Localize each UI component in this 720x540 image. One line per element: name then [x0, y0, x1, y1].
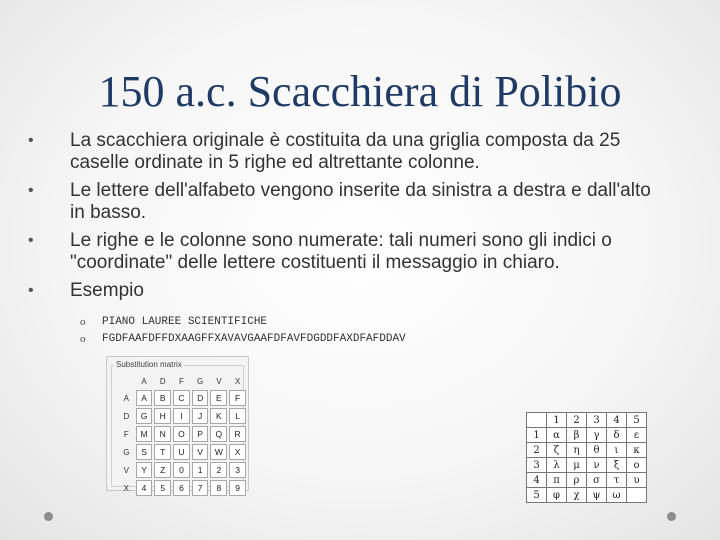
- matrix-cell[interactable]: H: [154, 408, 171, 424]
- matrix-header-row: [119, 374, 246, 388]
- greek-cell: ι: [607, 443, 627, 458]
- sub-text-plaintext: PIANO LAUREE SCIENTIFICHE: [102, 316, 268, 328]
- greek-corner: [527, 413, 547, 428]
- sub-item: [80, 314, 406, 331]
- matrix-cell[interactable]: S: [136, 444, 153, 460]
- greek-row: [527, 443, 647, 458]
- sub-marker: o: [80, 333, 86, 345]
- greek-cell: φ: [547, 488, 567, 503]
- matrix-row: [119, 390, 246, 406]
- matrix-cell[interactable]: L: [229, 408, 246, 424]
- matrix-cell[interactable]: B: [154, 390, 171, 406]
- matrix-cell[interactable]: 8: [210, 480, 227, 496]
- greek-row: [527, 458, 647, 473]
- bullet-marker: •: [28, 132, 34, 149]
- matrix-cell[interactable]: 7: [192, 480, 209, 496]
- matrix-col-header: D: [159, 376, 166, 386]
- matrix-col-header: F: [179, 376, 184, 386]
- slide-decor-dot-right: [667, 512, 676, 521]
- greek-cell: η: [567, 443, 587, 458]
- matrix-cell[interactable]: 6: [173, 480, 190, 496]
- greek-cell: χ: [567, 488, 587, 503]
- matrix-row: [119, 462, 246, 478]
- slide-decor-dot-left: [44, 512, 53, 521]
- greek-cell: α: [547, 428, 567, 443]
- matrix-cell[interactable]: K: [210, 408, 227, 424]
- greek-cell: π: [547, 473, 567, 488]
- matrix-col-header: A: [141, 376, 147, 386]
- sub-text-ciphertext: FGDFAAFDFFDXAAGFFXAVAVGAAFDFAVFDGDDFAXDFAFDDAV: [102, 333, 406, 345]
- greek-row-header: 1: [527, 428, 547, 443]
- bullet-text: Esempio: [70, 280, 144, 301]
- bullet-item: [28, 230, 668, 274]
- greek-polybius-table: [526, 412, 647, 503]
- matrix-row: [119, 408, 246, 424]
- matrix-cell[interactable]: U: [173, 444, 190, 460]
- matrix-cell[interactable]: F: [229, 390, 246, 406]
- greek-row: [527, 428, 647, 443]
- greek-cell: μ: [567, 458, 587, 473]
- matrix-cell[interactable]: 9: [229, 480, 246, 496]
- matrix-cell[interactable]: 1: [192, 462, 209, 478]
- greek-cell: ρ: [567, 473, 587, 488]
- greek-col-header: 1: [547, 413, 567, 428]
- greek-cell: σ: [587, 473, 607, 488]
- bullet-marker: •: [28, 182, 34, 199]
- matrix-cell[interactable]: Q: [210, 426, 227, 442]
- greek-cell: θ: [587, 443, 607, 458]
- matrix-cell[interactable]: A: [136, 390, 153, 406]
- matrix-col-header: X: [234, 376, 241, 386]
- matrix-row-header: X: [123, 483, 130, 493]
- matrix-cell[interactable]: R: [229, 426, 246, 442]
- matrix-cell[interactable]: E: [210, 390, 227, 406]
- matrix-row-header: D: [123, 411, 130, 421]
- greek-row: [527, 488, 647, 503]
- matrix-label: Substitution matrix: [116, 360, 182, 369]
- greek-cell: ω: [607, 488, 627, 503]
- bullet-list: [28, 130, 668, 308]
- matrix-col-header: G: [197, 376, 204, 386]
- matrix-row-header: G: [123, 447, 130, 457]
- matrix-cell[interactable]: 2: [210, 462, 227, 478]
- greek-cell: β: [567, 428, 587, 443]
- greek-cell: ν: [587, 458, 607, 473]
- matrix-cell[interactable]: O: [173, 426, 190, 442]
- matrix-cell[interactable]: M: [136, 426, 153, 442]
- greek-col-header: 2: [567, 413, 587, 428]
- greek-col-header: 3: [587, 413, 607, 428]
- greek-cell: λ: [547, 458, 567, 473]
- matrix-cell[interactable]: W: [210, 444, 227, 460]
- matrix-cell[interactable]: 4: [136, 480, 153, 496]
- greek-row: [527, 473, 647, 488]
- bullet-marker: •: [28, 232, 34, 249]
- matrix-cell[interactable]: D: [192, 390, 209, 406]
- greek-cell: ο: [627, 458, 647, 473]
- bullet-item: [28, 180, 668, 224]
- matrix-cell[interactable]: V: [192, 444, 209, 460]
- matrix-row-header: A: [123, 393, 130, 403]
- matrix-cell[interactable]: T: [154, 444, 171, 460]
- greek-cell: τ: [607, 473, 627, 488]
- greek-cell: ε: [627, 428, 647, 443]
- matrix-row: [119, 426, 246, 442]
- matrix-cell[interactable]: 0: [173, 462, 190, 478]
- slide-title: 150 a.c. Scacchiera di Polibio: [98, 67, 622, 116]
- greek-cell: ψ: [587, 488, 607, 503]
- greek-cell: ζ: [547, 443, 567, 458]
- sub-item: [80, 331, 406, 348]
- greek-row-header: 4: [527, 473, 547, 488]
- matrix-cell[interactable]: C: [173, 390, 190, 406]
- bullet-item: [28, 130, 668, 174]
- sub-marker: o: [80, 316, 86, 328]
- bullet-text: Le lettere dell'alfabeto vengono inserite da sinistra a destra e dall'alto in basso.: [70, 180, 651, 223]
- matrix-corner: [119, 374, 134, 388]
- matrix-cell[interactable]: Y: [136, 462, 153, 478]
- matrix-cell[interactable]: P: [192, 426, 209, 442]
- matrix-row-header: V: [123, 465, 130, 475]
- sub-list: [80, 314, 406, 348]
- bullet-text: La scacchiera originale è costituita da una griglia composta da 25 caselle ordinate in 5 righe ed altrettante colonne.: [70, 130, 621, 173]
- matrix-row-header: F: [123, 429, 129, 439]
- substitution-matrix-panel: [106, 356, 249, 491]
- bullet-item: [28, 280, 668, 302]
- matrix-row: [119, 444, 246, 460]
- matrix-cell[interactable]: I: [173, 408, 190, 424]
- greek-cell: γ: [587, 428, 607, 443]
- substitution-matrix-grid: [117, 372, 248, 498]
- greek-col-header: 4: [607, 413, 627, 428]
- matrix-cell[interactable]: G: [136, 408, 153, 424]
- matrix-cell[interactable]: 3: [229, 462, 246, 478]
- greek-cell: δ: [607, 428, 627, 443]
- matrix-row: [119, 480, 246, 496]
- bullet-text: Le righe e le colonne sono numerate: tali numeri sono gli indici o "coordinate" delle lettere costituenti il messaggio in chiaro.: [70, 230, 612, 273]
- matrix-cell[interactable]: 5: [154, 480, 171, 496]
- greek-cell: ξ: [607, 458, 627, 473]
- matrix-cell[interactable]: Z: [154, 462, 171, 478]
- matrix-cell[interactable]: J: [192, 408, 209, 424]
- greek-cell: [627, 488, 647, 503]
- bullet-marker: •: [28, 282, 34, 299]
- greek-cell: κ: [627, 443, 647, 458]
- matrix-col-header: V: [216, 376, 222, 386]
- greek-row-header: 5: [527, 488, 547, 503]
- greek-cell: υ: [627, 473, 647, 488]
- matrix-cell[interactable]: N: [154, 426, 171, 442]
- greek-col-header: 5: [627, 413, 647, 428]
- greek-row-header: 3: [527, 458, 547, 473]
- greek-header-row: [527, 413, 647, 428]
- matrix-cell[interactable]: X: [229, 444, 246, 460]
- greek-row-header: 2: [527, 443, 547, 458]
